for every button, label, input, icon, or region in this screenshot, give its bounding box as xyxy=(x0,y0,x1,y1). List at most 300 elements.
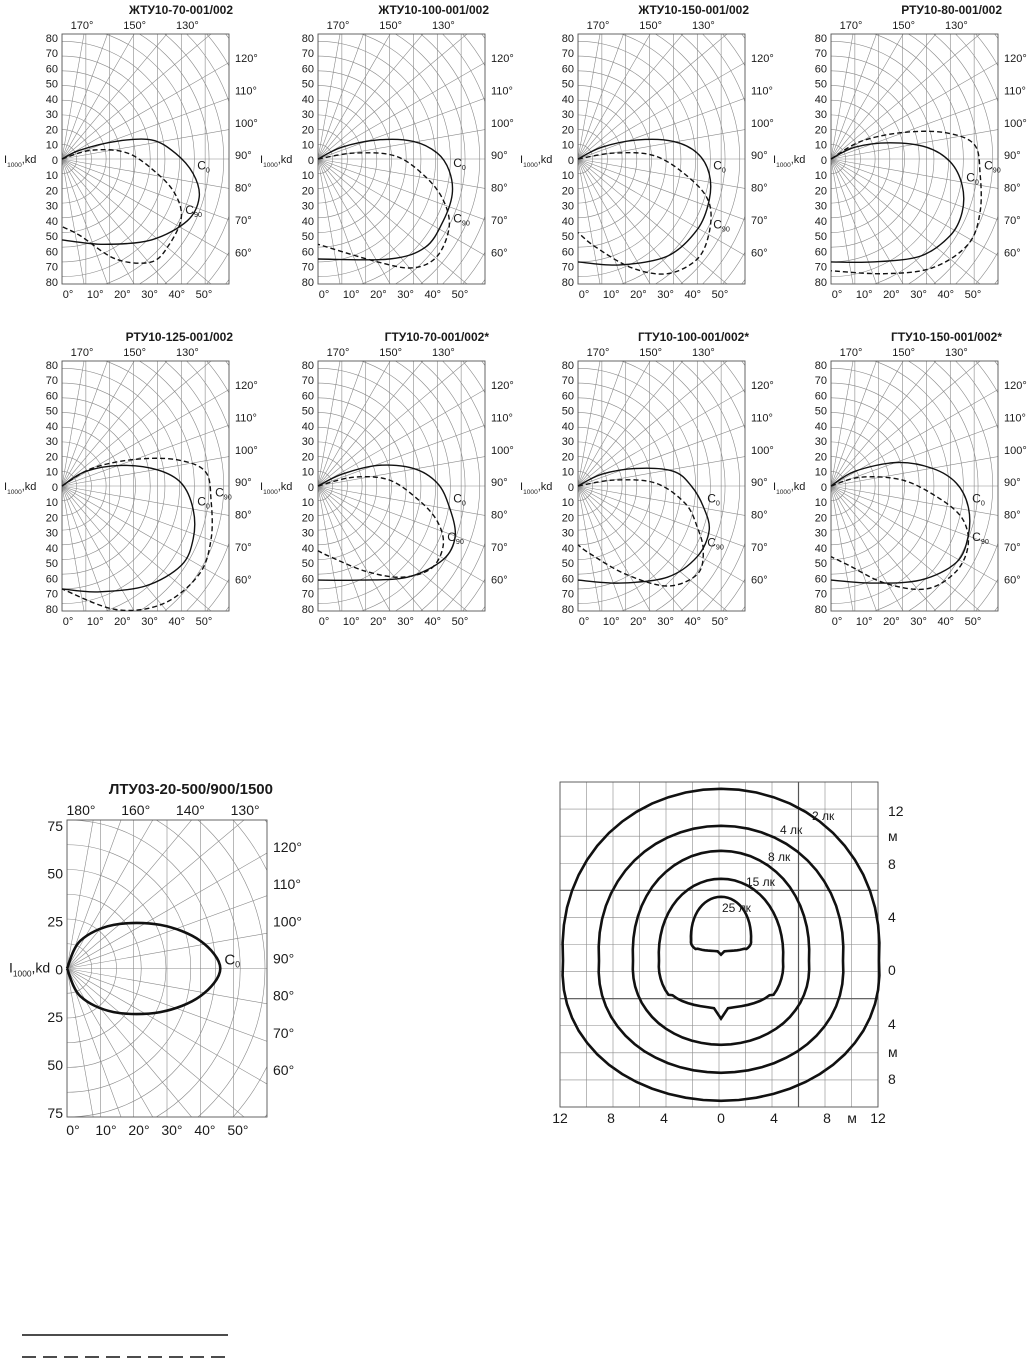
left-tick-label: 40 xyxy=(45,542,58,555)
left-tick-label: 20 xyxy=(301,124,314,137)
grid-ray xyxy=(831,101,1031,159)
left-tick-label: 80 xyxy=(561,359,574,372)
grid-ray xyxy=(62,372,376,486)
bottom-tick-label: 30° xyxy=(141,616,158,628)
y-axis-label-unit: ,kd xyxy=(21,154,37,166)
left-tick-label: 80 xyxy=(301,603,314,616)
right-tick-label: 60° xyxy=(751,247,768,260)
grid-ray xyxy=(62,486,229,775)
top-tick-label: 170° xyxy=(326,347,350,359)
isolux-chart xyxy=(552,782,904,1126)
left-tick-label: 50 xyxy=(47,1057,63,1074)
right-tick-label: 110° xyxy=(491,85,513,98)
chart-title: ГТУ10-150-001/002* xyxy=(890,330,1002,344)
grid-ray xyxy=(578,159,907,217)
right-tick-label: 120° xyxy=(1004,380,1027,392)
series-label-sub: 90 xyxy=(721,224,730,234)
left-tick-label: 60 xyxy=(301,390,314,403)
right-tick-label: 70° xyxy=(235,542,252,554)
left-tick-label: 20 xyxy=(814,451,827,464)
left-tick-label: 50 xyxy=(301,405,314,418)
chart-title: ЖТУ10-100-001/002 xyxy=(378,3,489,17)
left-tick-label: 30 xyxy=(561,527,574,540)
top-tick-label: 130° xyxy=(945,20,968,32)
y-axis-label-unit: ,kd xyxy=(790,481,806,493)
top-tick-label: 170° xyxy=(839,347,863,359)
series-label-sub: 90 xyxy=(980,536,989,546)
series-label-main: C xyxy=(453,155,462,170)
grid-ray xyxy=(831,486,1031,742)
y-axis-label-main: I xyxy=(260,481,264,493)
grid-ray xyxy=(578,0,793,159)
top-tick-label: 170° xyxy=(70,347,94,359)
grid-ray xyxy=(318,486,632,600)
bottom-tick-label: 10° xyxy=(855,289,873,301)
right-tick-label: 60° xyxy=(491,574,508,587)
left-tick-label: 80 xyxy=(814,359,827,372)
series-label-main: C xyxy=(197,158,206,173)
right-tick-label: 80° xyxy=(491,509,508,522)
bottom-tick-label: 30° xyxy=(397,289,414,301)
top-tick-label: 170° xyxy=(586,20,610,32)
grid-ray xyxy=(831,159,945,473)
top-tick-label: 140° xyxy=(175,802,205,818)
polar-grid xyxy=(0,0,396,493)
bottom-tick-label: 20° xyxy=(370,616,387,628)
left-tick-label: 30 xyxy=(301,200,314,213)
left-tick-label: 30 xyxy=(45,200,58,213)
left-tick-label: 30 xyxy=(814,109,827,122)
bottom-tick-label: 0° xyxy=(66,1122,80,1138)
series-label-c90 xyxy=(453,212,470,228)
right-tick-label: 80° xyxy=(235,182,252,195)
bottom-tick-label: 50° xyxy=(451,616,469,628)
series-label-main: C xyxy=(972,491,981,506)
chart-title: ЛТУ03-20-500/900/1500 xyxy=(108,781,273,798)
left-tick-label: 30 xyxy=(45,109,58,122)
right-tick-label: 100° xyxy=(1004,444,1027,457)
left-tick-label: 60 xyxy=(45,573,58,586)
right-tick-label: 60° xyxy=(235,247,252,260)
left-tick-label: 50 xyxy=(561,231,574,244)
grid-ray xyxy=(62,159,277,415)
left-tick-label: 80 xyxy=(45,603,58,616)
y-axis-label-sub: 1000 xyxy=(263,489,278,496)
left-tick-label: 60 xyxy=(814,63,827,76)
grid-ray xyxy=(62,486,376,600)
contour-label: 8 лк xyxy=(768,850,791,864)
grid-ray xyxy=(578,159,636,488)
left-tick-label: 25 xyxy=(47,913,63,930)
series-label-main: C xyxy=(224,951,236,969)
grid-ray xyxy=(578,157,636,486)
y-axis-label-main: I xyxy=(9,959,13,976)
grid-ray xyxy=(62,159,120,488)
grid-ray xyxy=(67,969,461,1038)
contour-label: 25 лк xyxy=(722,901,751,915)
bottom-tick-label: 30° xyxy=(910,616,927,628)
right-tick-label: 60° xyxy=(1004,247,1021,260)
top-tick-label: 150° xyxy=(892,20,916,32)
grid-ray xyxy=(62,0,277,159)
grid-ray xyxy=(831,159,1031,415)
grid-ray xyxy=(67,969,373,1226)
grid-ray xyxy=(318,159,432,473)
series-label-sub: 90 xyxy=(715,542,724,552)
left-tick-label: 60 xyxy=(814,573,827,586)
left-tick-label: 40 xyxy=(561,420,574,433)
left-tick-label: 10 xyxy=(45,497,58,510)
bottom-tick-label: 10° xyxy=(602,289,620,301)
series-label-sub: 90 xyxy=(193,209,202,219)
grid-ray xyxy=(578,159,745,448)
grid-ray xyxy=(67,969,136,1361)
curve-c90 xyxy=(318,477,443,578)
left-tick-label: 40 xyxy=(561,215,574,228)
grid-ray xyxy=(67,899,461,968)
left-tick-label: 80 xyxy=(45,32,58,45)
left-tick-label: 40 xyxy=(301,420,314,433)
bottom-tick-label: 10° xyxy=(342,289,360,301)
left-tick-label: 20 xyxy=(45,185,58,198)
left-tick-label: 30 xyxy=(561,109,574,122)
top-tick-label: 150° xyxy=(379,20,403,32)
bottom-tick-label: 20° xyxy=(883,289,900,301)
grid-ray xyxy=(67,575,136,969)
right-tick-label: 80° xyxy=(273,987,295,1004)
y-axis-label-main: I xyxy=(520,481,524,493)
left-tick-label: 10 xyxy=(45,466,58,479)
top-tick-label: 170° xyxy=(839,20,863,32)
right-tick-label: 60° xyxy=(751,574,768,587)
grid-ray xyxy=(578,486,636,815)
left-tick-label: 10 xyxy=(814,466,827,479)
series-label-sub: 90 xyxy=(992,165,1001,175)
left-tick-label: 30 xyxy=(301,109,314,122)
right-tick-label: 110° xyxy=(751,412,773,425)
bottom-tick-label: 20° xyxy=(128,1122,150,1138)
right-tick-label: 110° xyxy=(491,412,513,425)
top-tick-label: 130° xyxy=(945,347,968,359)
y-axis-label-sub: 1000 xyxy=(7,489,22,496)
bottom-tick-label: 50° xyxy=(711,616,729,628)
right-tick-label: 70° xyxy=(491,215,508,227)
grid-ray xyxy=(831,157,889,486)
left-tick-label: 20 xyxy=(301,451,314,464)
grid-ray xyxy=(318,159,376,488)
y-tick-label: 4 xyxy=(888,1016,896,1032)
y-axis-label-sub: 1000 xyxy=(776,162,791,169)
left-tick-label: 70 xyxy=(814,48,827,61)
series-label-c0 xyxy=(453,492,466,508)
top-tick-label: 130° xyxy=(692,20,715,32)
series-label-main: C xyxy=(453,211,462,226)
left-tick-label: 10 xyxy=(301,466,314,479)
bottom-tick-label: 10° xyxy=(95,1122,117,1138)
left-tick-label: 20 xyxy=(814,512,827,525)
right-tick-label: 60° xyxy=(273,1062,295,1079)
right-tick-label: 110° xyxy=(235,412,257,425)
top-tick-label: 130° xyxy=(176,20,199,32)
left-tick-label: 10 xyxy=(561,466,574,479)
bottom-tick-label: 0° xyxy=(62,289,74,301)
top-tick-label: 150° xyxy=(123,347,147,359)
grid-ray xyxy=(318,486,432,800)
x-tick-label: 4 xyxy=(770,1110,778,1126)
chart-title: РТУ10-125-001/002 xyxy=(125,330,233,344)
right-tick-label: 80° xyxy=(1004,182,1021,195)
grid-ray xyxy=(318,159,647,217)
left-tick-label: 60 xyxy=(561,573,574,586)
left-tick-label: 70 xyxy=(561,261,574,274)
bottom-tick-label: 50° xyxy=(195,289,213,301)
bottom-tick-label: 0° xyxy=(831,289,843,301)
left-tick-label: 50 xyxy=(301,558,314,571)
right-tick-label: 110° xyxy=(1004,412,1026,425)
bottom-tick-label: 40° xyxy=(424,289,442,301)
bottom-tick-label: 50° xyxy=(227,1122,249,1138)
series-label-c0 xyxy=(453,156,466,172)
bottom-tick-label: 20° xyxy=(630,289,647,301)
x-tick-label: 12 xyxy=(552,1110,568,1126)
left-tick-label: 30 xyxy=(814,527,827,540)
series-label-sub: 0 xyxy=(721,165,726,175)
chart-title: ЖТУ10-150-001/002 xyxy=(638,3,749,17)
left-tick-label: 10 xyxy=(561,497,574,510)
y-axis-label-sub: 1000 xyxy=(523,162,538,169)
left-tick-label: 70 xyxy=(301,588,314,601)
curve-c0 xyxy=(62,465,195,592)
left-tick-label: 60 xyxy=(561,63,574,76)
left-tick-label: 80 xyxy=(561,603,574,616)
series-label-main: C xyxy=(707,491,716,506)
right-tick-label: 100° xyxy=(491,444,514,457)
left-tick-label: 70 xyxy=(301,261,314,274)
top-tick-label: 150° xyxy=(639,20,663,32)
right-tick-label: 80° xyxy=(491,182,508,195)
grid-ray xyxy=(62,486,176,800)
series-label-main: C xyxy=(197,494,206,509)
top-tick-label: 180° xyxy=(66,802,96,818)
left-tick-label: 30 xyxy=(301,527,314,540)
left-tick-label: 60 xyxy=(814,390,827,403)
left-tick-label: 70 xyxy=(561,375,574,388)
bottom-tick-label: 40° xyxy=(937,616,955,628)
y-tick-label: 8 xyxy=(888,1071,896,1087)
y-tick-label: 4 xyxy=(888,909,896,925)
left-tick-label: 50 xyxy=(301,231,314,244)
x-tick-label: 8 xyxy=(823,1110,831,1126)
left-tick-label: 40 xyxy=(45,420,58,433)
top-tick-label: 130° xyxy=(432,347,455,359)
left-tick-label: 60 xyxy=(561,390,574,403)
grid-ray xyxy=(831,486,889,815)
left-tick-label: 20 xyxy=(301,185,314,198)
y-axis-label xyxy=(260,154,292,169)
series-label-main: C xyxy=(185,202,194,217)
right-tick-label: 110° xyxy=(235,85,257,98)
left-tick-label: 0 xyxy=(820,481,827,494)
chart-title: ЖТУ10-70-001/002 xyxy=(128,3,233,17)
left-tick-label: 50 xyxy=(814,558,827,571)
series-label-sub: 0 xyxy=(980,498,985,508)
chart-title: ГТУ10-70-001/002* xyxy=(384,330,489,344)
top-tick-label: 170° xyxy=(326,20,350,32)
grid-ray xyxy=(578,486,907,544)
series-label-c0 xyxy=(966,170,979,186)
top-tick-label: 130° xyxy=(692,347,715,359)
bottom-tick-label: 20° xyxy=(114,289,131,301)
series-label-sub: 0 xyxy=(974,177,979,187)
grid-ray xyxy=(318,159,485,448)
left-tick-label: 50 xyxy=(561,558,574,571)
left-tick-label: 50 xyxy=(814,78,827,91)
bottom-tick-label: 40° xyxy=(168,616,186,628)
left-tick-label: 70 xyxy=(45,375,58,388)
left-tick-label: 20 xyxy=(45,124,58,137)
y-axis-label xyxy=(9,960,50,979)
left-tick-label: 60 xyxy=(814,246,827,259)
left-tick-label: 10 xyxy=(301,497,314,510)
right-tick-label: 120° xyxy=(235,380,258,392)
bottom-tick-label: 50° xyxy=(711,289,729,301)
series-label-main: C xyxy=(453,491,462,506)
series-label-sub: 0 xyxy=(235,959,241,970)
curve-c90 xyxy=(62,150,181,264)
y-axis-label-unit: ,kd xyxy=(277,481,293,493)
left-tick-label: 10 xyxy=(814,497,827,510)
left-tick-label: 20 xyxy=(561,512,574,525)
right-tick-label: 90° xyxy=(491,150,508,163)
left-tick-label: 80 xyxy=(561,276,574,289)
y-tick-label: м xyxy=(888,1044,898,1060)
left-tick-label: 0 xyxy=(820,154,827,167)
series-label-main: C xyxy=(447,529,456,544)
left-tick-label: 60 xyxy=(301,246,314,259)
left-tick-label: 50 xyxy=(814,405,827,418)
right-tick-label: 100° xyxy=(235,444,258,457)
y-axis-label-main: I xyxy=(520,154,524,166)
left-tick-label: 70 xyxy=(561,48,574,61)
y-tick-label: 12 xyxy=(888,803,904,819)
right-tick-label: 100° xyxy=(1004,117,1027,130)
left-tick-label: 40 xyxy=(45,215,58,228)
bottom-tick-label: 20° xyxy=(883,616,900,628)
grid-ray xyxy=(831,159,998,448)
right-tick-label: 120° xyxy=(235,53,258,65)
grid-ray xyxy=(318,486,376,815)
bottom-tick-label: 10° xyxy=(855,616,873,628)
bottom-tick-label: 40° xyxy=(684,289,702,301)
right-tick-label: 60° xyxy=(1004,574,1021,587)
left-tick-label: 70 xyxy=(45,261,58,274)
y-tick-label: 8 xyxy=(888,856,896,872)
grid-ray xyxy=(318,372,632,486)
right-tick-label: 80° xyxy=(1004,509,1021,522)
left-tick-label: 20 xyxy=(45,512,58,525)
chart-title: ГТУ10-100-001/002* xyxy=(637,330,749,344)
grid-ray xyxy=(578,159,793,415)
grid-ray xyxy=(62,159,376,273)
left-tick-label: 60 xyxy=(45,246,58,259)
left-tick-label: 50 xyxy=(301,78,314,91)
grid-ray xyxy=(318,0,533,159)
grid-ray xyxy=(62,157,120,486)
y-axis-label-main: I xyxy=(773,481,777,493)
y-axis-label-unit: ,kd xyxy=(537,154,553,166)
left-tick-label: 50 xyxy=(814,231,827,244)
top-tick-label: 170° xyxy=(586,347,610,359)
left-tick-label: 40 xyxy=(301,542,314,555)
left-tick-label: 50 xyxy=(561,405,574,418)
left-tick-label: 75 xyxy=(47,1104,63,1121)
left-tick-label: 30 xyxy=(561,200,574,213)
left-tick-label: 80 xyxy=(561,32,574,45)
y-axis-label xyxy=(520,154,552,169)
left-tick-label: 70 xyxy=(301,48,314,61)
right-tick-label: 70° xyxy=(273,1024,295,1041)
right-tick-label: 70° xyxy=(235,215,252,227)
series-label-c0 xyxy=(224,952,240,970)
y-tick-label: 0 xyxy=(888,962,896,978)
bottom-tick-label: 30° xyxy=(657,616,674,628)
left-tick-label: 25 xyxy=(47,1009,63,1026)
right-tick-label: 100° xyxy=(235,117,258,130)
right-tick-label: 90° xyxy=(1004,150,1021,163)
series-label-main: C xyxy=(215,485,224,500)
curve-c0 xyxy=(318,139,453,260)
right-tick-label: 90° xyxy=(235,150,252,163)
series-label-sub: 0 xyxy=(715,498,720,508)
left-tick-label: 10 xyxy=(45,170,58,183)
polar-chart-zhtu10-70 xyxy=(0,0,396,493)
left-tick-label: 80 xyxy=(301,32,314,45)
y-axis-label xyxy=(773,154,805,169)
right-tick-label: 110° xyxy=(751,85,773,98)
curve-c0 xyxy=(62,139,199,244)
bottom-tick-label: 30° xyxy=(910,289,927,301)
grid-ray xyxy=(831,159,1031,217)
grid-ray xyxy=(62,486,318,701)
y-axis-label-main: I xyxy=(260,154,264,166)
left-tick-label: 10 xyxy=(561,170,574,183)
right-tick-label: 120° xyxy=(751,53,774,65)
grid-ray xyxy=(67,832,443,969)
left-tick-label: 30 xyxy=(45,527,58,540)
bottom-tick-label: 10° xyxy=(342,616,360,628)
right-tick-label: 60° xyxy=(235,574,252,587)
bottom-tick-label: 50° xyxy=(451,289,469,301)
series-label-main: C xyxy=(984,158,993,173)
left-tick-label: 40 xyxy=(814,542,827,555)
right-tick-label: 90° xyxy=(235,477,252,490)
series-label-main: C xyxy=(966,170,975,185)
y-axis-label-sub: 1000 xyxy=(7,162,22,169)
x-tick-label: м xyxy=(847,1110,857,1126)
series-label-c90 xyxy=(713,218,730,234)
bottom-tick-label: 20° xyxy=(114,616,131,628)
bottom-tick-label: 0° xyxy=(578,289,590,301)
bottom-tick-label: 10° xyxy=(602,616,620,628)
chart-title: РТУ10-80-001/002 xyxy=(901,3,1002,17)
bottom-tick-label: 10° xyxy=(86,616,104,628)
polar-chart-ltu03 xyxy=(0,569,467,1361)
series-label-c90 xyxy=(972,530,989,546)
left-tick-label: 20 xyxy=(561,451,574,464)
left-tick-label: 50 xyxy=(47,865,63,882)
left-tick-label: 70 xyxy=(561,588,574,601)
left-tick-label: 50 xyxy=(45,558,58,571)
